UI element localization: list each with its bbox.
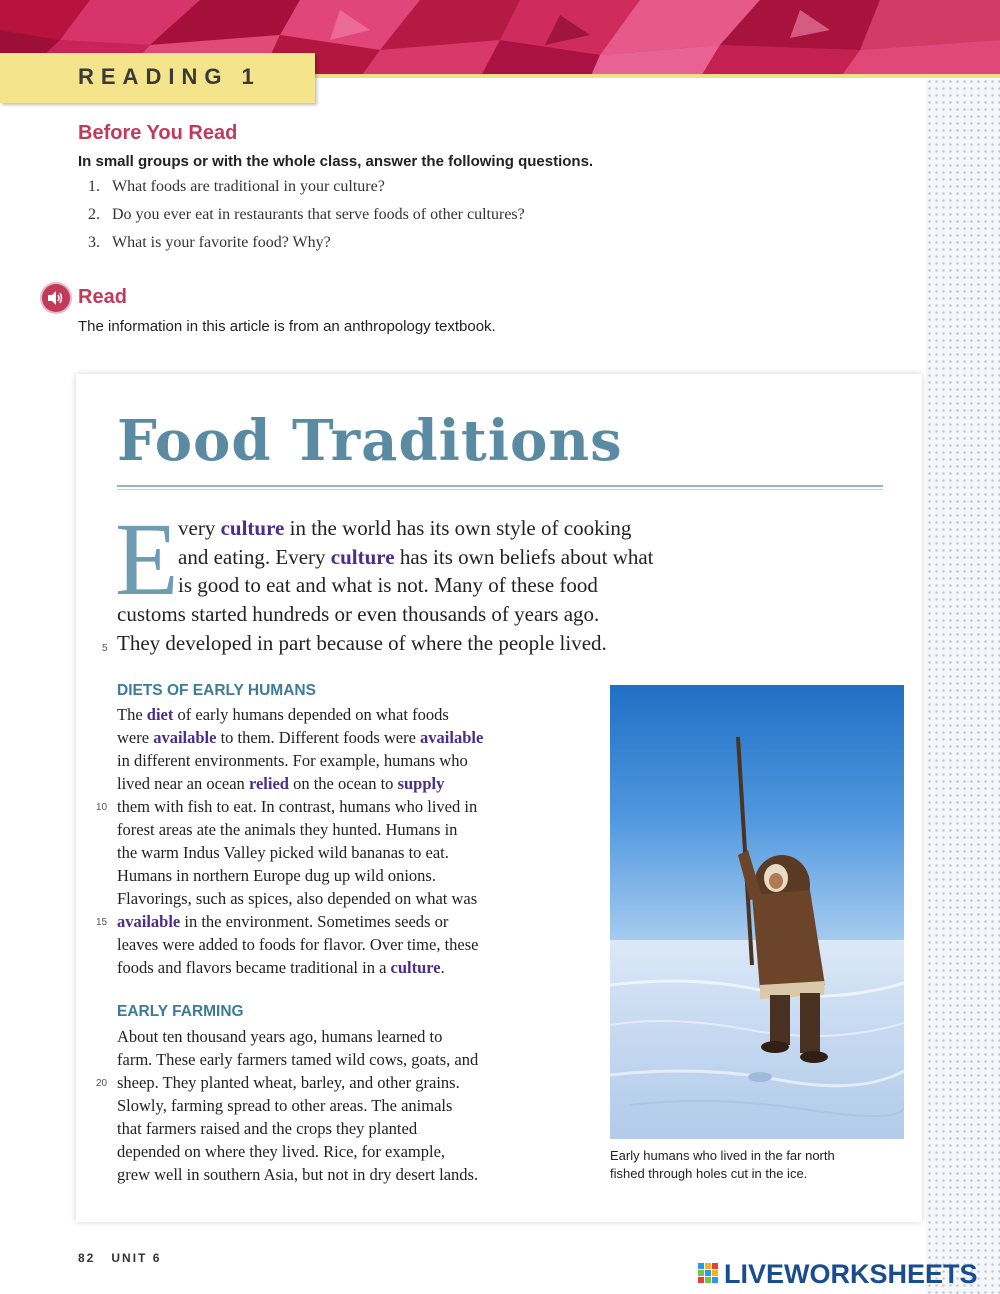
question-2: 2. Do you ever eat in restaurants that serve foods of other cultures?: [88, 206, 525, 223]
line-number: 5: [102, 643, 108, 654]
logo-block-icon: [705, 1263, 711, 1269]
page-footer: [78, 1251, 161, 1265]
body-line: the warm Indus Valley picked wild bananas to eat.: [117, 843, 449, 862]
logo-block-icon: [705, 1277, 711, 1283]
body-line: forest areas ate the animals they hunted. Humans in: [117, 820, 458, 839]
logo-block-icon: [705, 1270, 711, 1276]
intro-line-5: They developed in part because of where the people lived.: [117, 631, 607, 655]
intro-line-1: very culture in the world has its own style of cooking: [178, 516, 632, 540]
logo-block-icon: [698, 1270, 704, 1276]
section-heading-farming: EARLY FARMING: [117, 1003, 244, 1020]
body-line: depended on where they lived. Rice, for example,: [117, 1142, 446, 1161]
body-line: Flavorings, such as spices, also depended on what was: [117, 889, 478, 908]
logo-block-icon: [712, 1263, 718, 1269]
drop-cap: E: [115, 502, 179, 617]
body-line: available in the environment. Sometimes seeds or: [117, 912, 449, 931]
logo-block-icon: [712, 1270, 718, 1276]
before-you-read-heading: Before You Read: [78, 122, 238, 144]
body-line: them with fish to eat. In contrast, humans who lived in: [117, 797, 478, 816]
photo-caption-line-2: fished through holes cut in the ice.: [610, 1166, 808, 1181]
body-line: leaves were added to foods for flavor. Over time, these: [117, 935, 479, 954]
title-rule: [117, 485, 883, 487]
section-heading-diets: DIETS OF EARLY HUMANS: [117, 682, 316, 699]
before-you-read-instruction: In small groups or with the whole class, answer the following questions.: [78, 153, 594, 170]
body-line: lived near an ocean relied on the ocean to supply: [117, 774, 445, 793]
question-1: 1. What foods are traditional in your culture?: [88, 178, 385, 195]
line-number: 10: [96, 802, 108, 813]
unit-label: UNIT 6: [111, 1251, 162, 1265]
watermark-text: LIVEWORKSHEETS: [724, 1259, 978, 1289]
body-line: Slowly, farming spread to other areas. The animals: [117, 1096, 453, 1115]
read-heading: Read: [78, 286, 127, 308]
article-title: Food Traditions: [117, 408, 623, 474]
body-line: Humans in northern Europe dug up wild onions.: [117, 866, 436, 885]
reading-label: READING 1: [78, 64, 261, 89]
intro-line-2: and eating. Every culture has its own beliefs about what: [178, 545, 654, 569]
body-line: that farmers raised and the crops they planted: [117, 1119, 418, 1138]
body-line: foods and flavors became traditional in a culture.: [117, 958, 445, 977]
logo-block-icon: [712, 1277, 718, 1283]
audio-speaker-icon[interactable]: [42, 284, 70, 312]
read-instruction: The information in this article is from an anthropology textbook.: [78, 318, 496, 335]
line-number: 15: [96, 917, 108, 928]
logo-block-icon: [698, 1263, 704, 1269]
line-number: 20: [96, 1078, 108, 1089]
dotted-margin: [926, 78, 1000, 1294]
title-rule-thin: [117, 489, 883, 490]
body-line: farm. These early farmers tamed wild cows, goats, and: [117, 1050, 479, 1069]
body-line: grew well in southern Asia, but not in dry desert lands.: [117, 1165, 479, 1184]
logo-block-icon: [698, 1277, 704, 1283]
arctic-fisher-photo: [610, 685, 904, 1139]
banner-underline: [310, 74, 1000, 78]
body-line: About ten thousand years ago, humans learned to: [117, 1027, 443, 1046]
intro-line-3: is good to eat and what is not. Many of these food: [178, 573, 598, 597]
body-line: The diet of early humans depended on what foods: [117, 705, 449, 724]
body-line: sheep. They planted wheat, barley, and other grains.: [117, 1073, 460, 1092]
body-line: were available to them. Different foods were available: [117, 728, 484, 747]
photo-caption-line-1: Early humans who lived in the far north: [610, 1148, 835, 1163]
reading-tab: [0, 53, 315, 103]
page-number: 82: [78, 1251, 96, 1265]
question-3: 3. What is your favorite food? Why?: [88, 234, 331, 251]
body-line: in different environments. For example, humans who: [117, 751, 468, 770]
intro-line-4: customs started hundreds or even thousands of years ago.: [117, 602, 600, 626]
